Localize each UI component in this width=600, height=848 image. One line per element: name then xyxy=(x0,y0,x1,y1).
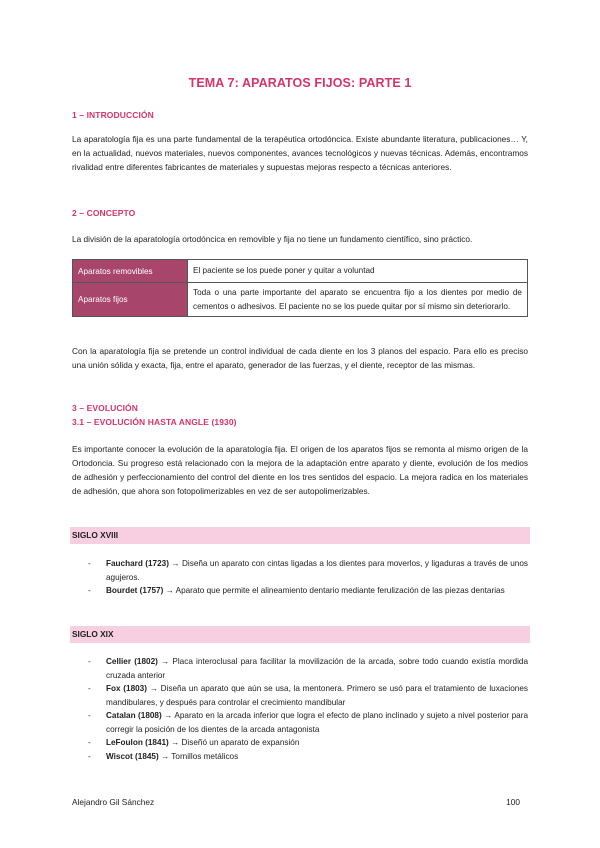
siglo-xviii-band: SIGLO XVIII xyxy=(70,527,530,544)
siglo-xix-list xyxy=(88,655,529,763)
list-item-name: Fauchard (1723) xyxy=(106,559,169,568)
concepto-after-paragraph: Con la aparatología fija se pretende un control individual de cada diente en los 3 planos del espacio. Para ello es preciso una unión sólida y exacta, fija, entre el aparato, generador de las fuerzas, y el diente, receptor de las mismas. xyxy=(72,346,528,370)
concept-table xyxy=(72,259,528,317)
siglo-xviii-list xyxy=(88,557,529,598)
table-label-cell: Aparatos removibles xyxy=(73,260,188,283)
list-item xyxy=(88,584,528,598)
list-item-text: → Tornillos metálicos xyxy=(158,751,239,761)
list-item-text: → Diseña un aparato con cintas ligadas a los dientes para moverlos, y ligaduras a través de unos agujeros. xyxy=(106,559,529,582)
evolucion-paragraph: Es importante conocer la evolución de la aparatología fija. El origen de los aparatos fijos se remonta al mismo origen de la Ortodoncia. Su progreso está relacionado con la mejora de la adaptación entre aparato y diente, evolución de los medios de adhesión y perfeccionamiento del control del diente en los tres sentidos del espacio. La mejora radica en los materiales de adhesión, que ahora son fotopolimerizables en vez de ser autopolimerizables. xyxy=(72,444,528,496)
heading-evolucion: 3 – EVOLUCIÓN xyxy=(72,403,139,413)
list-dash: - xyxy=(88,559,91,568)
siglo-xix-band: SIGLO XIX xyxy=(70,626,530,643)
list-item-name: LeFoulon (1841) xyxy=(106,738,169,747)
heading-introduccion: 1 – INTRODUCCIÓN xyxy=(72,110,154,120)
list-item xyxy=(88,736,528,750)
list-dash: - xyxy=(88,711,91,720)
list-item-text: → Diseñó un aparato de expansión xyxy=(168,738,300,747)
table-row xyxy=(73,260,528,283)
subheading-evolucion-angle: 3.1 – EVOLUCIÓN HASTA ANGLE (1930) xyxy=(72,417,237,427)
table-desc-cell: El paciente se los puede poner y quitar a voluntad xyxy=(188,260,528,283)
list-item xyxy=(88,750,528,764)
list-item-text: → Diseña un aparato que aún se usa, la mentonera. Primero se usó para el tratamiento de luxaciones mandibulares, y después para controlar el crecimiento mandibular xyxy=(106,684,529,707)
heading-concepto: 2 – CONCEPTO xyxy=(72,208,136,218)
list-item xyxy=(88,682,529,709)
list-item-name: Fox (1803) xyxy=(106,684,147,693)
intro-paragraph: La aparatología fija es una parte fundamental de la terapéutica ortodóncica. Existe abundante literatura, publicaciones… Y, en la actualidad, nuevos materiales, nuevos componentes, avances tecnológicos y nuevas técnicas. Además, encontramos rivalidad entre diferentes fabricantes de materiales y supuestas mejoras respecto a técnicas anteriores. xyxy=(72,134,528,172)
footer-page-number: 100 xyxy=(506,797,520,807)
list-item-name: Wiscot (1845) xyxy=(106,751,159,761)
list-item xyxy=(88,655,529,682)
list-item xyxy=(88,709,528,736)
list-item-name: Cellier (1802) xyxy=(106,657,158,666)
list-item xyxy=(88,557,529,584)
list-dash: - xyxy=(88,684,91,693)
page-title: TEMA 7: APARATOS FIJOS: PARTE 1 xyxy=(188,76,412,90)
list-item-text: → Placa interoclusal para facilitar la movilización de la arcada, sobre todo cuando existía mordida cruzada anterior xyxy=(106,657,529,680)
footer-author: Alejandro Gil Sánchez xyxy=(72,797,155,807)
list-dash: - xyxy=(88,738,91,747)
table-label-cell: Aparatos fijos xyxy=(73,283,188,317)
list-item-text: → Aparato en la arcada inferior que logra el efecto de plano inclinado y sujeto a nivel posterior para corregir la posición de los dientes de la arcada antagonista xyxy=(106,711,528,734)
list-item-text: → Aparato que permite el alineamiento dentario mediante ferulización de las piezas dentarias xyxy=(163,586,505,595)
list-item-name: Bourdet (1757) xyxy=(106,586,164,595)
table-desc-cell: Toda o una parte importante del aparato se encuentra fijo a los dientes por medio de cementos o adhesivos. El paciente no se los puede quitar por sí mismo sin deteriorarlo. xyxy=(188,283,528,317)
concepto-paragraph: La división de la aparatología ortodóncica en removible y fija no tiene un fundamento científico, sino práctico. xyxy=(72,234,473,244)
list-dash: - xyxy=(88,657,91,666)
table-row xyxy=(73,283,528,317)
list-dash: - xyxy=(88,586,91,595)
list-item-name: Catalan (1808) xyxy=(106,711,162,720)
list-dash: - xyxy=(88,751,91,761)
